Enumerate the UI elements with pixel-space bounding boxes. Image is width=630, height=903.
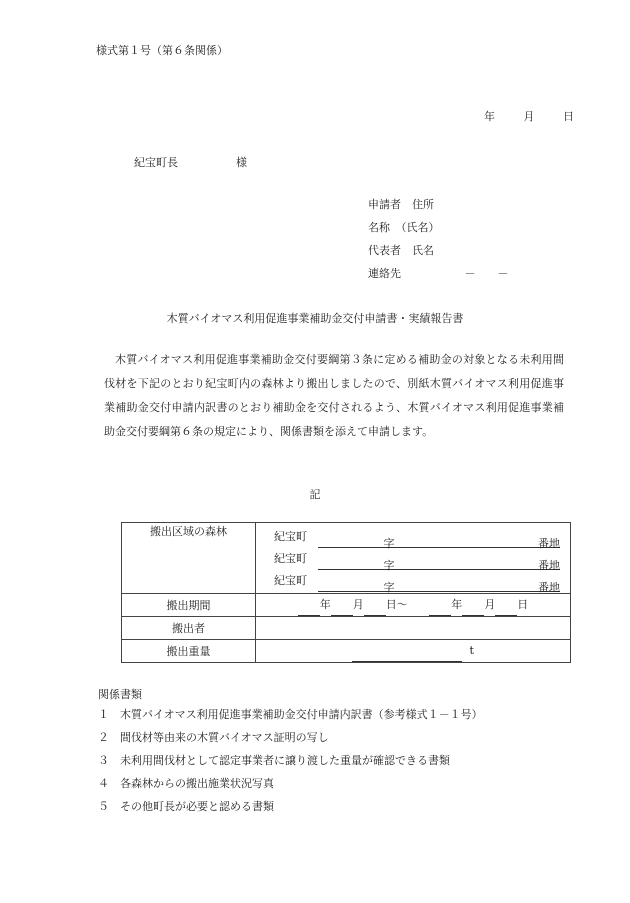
weight-label: 搬出重量 [122,640,256,663]
list-item [98,731,483,754]
location-banchi[interactable]: 番地 [460,555,560,570]
applicant-contact-row[interactable] [368,265,509,281]
date-line [484,108,574,124]
location-line[interactable] [256,526,570,548]
list-item [98,777,483,800]
related-docs-heading: 関係書類 [98,688,142,701]
list-item [98,708,483,731]
applicant-address-label: 申請者 住所 [368,198,434,211]
list-item [98,754,483,777]
ki-heading: 記 [309,488,321,501]
list-item-text: 各森林からの搬出施業状況写真 [120,777,274,790]
forest-row [122,523,571,594]
start-month-blank[interactable] [331,601,353,616]
start-year-label: 年 [319,598,331,611]
list-item [98,800,483,823]
forest-locations-cell [256,523,571,594]
applicant-contact-label: 連絡先 [368,267,401,280]
list-item-number: １ [98,708,109,721]
end-year-label: 年 [451,598,463,611]
list-item-number: ５ [98,800,109,813]
addressee-honorific: 様 [236,156,247,169]
location-town: 紀宝町 [274,530,307,543]
list-item-text: その他町長が必要と認める書類 [120,800,274,813]
addressee [134,154,247,170]
location-town: 紀宝町 [274,552,307,565]
location-line[interactable] [256,548,570,570]
list-item-text: 間伐材等由来の木質バイオマス証明の写し [120,731,329,744]
date-month-field[interactable]: 月 [523,110,535,123]
report-table [121,522,571,663]
location-banchi[interactable]: 番地 [460,533,560,548]
start-day-blank[interactable] [364,601,386,616]
weight-field[interactable] [256,640,570,662]
location-town: 紀宝町 [274,574,307,587]
applicant-address-row[interactable] [368,196,434,212]
forest-label: 搬出区域の森林 [122,523,256,594]
related-docs-list [98,708,483,823]
location-aza[interactable]: 字 [318,555,460,570]
end-year-blank[interactable] [429,601,451,616]
form-number: 様式第１号（第６条関係） [96,44,228,57]
end-month-blank[interactable] [462,601,484,616]
location-line[interactable] [256,570,570,592]
period-fields[interactable] [256,594,570,616]
body-paragraph: 木質バイオマス利用促進事業補助金交付要綱第３条に定める補助金の対象となる未利用間伐材を下記のとおり紀宝町内の森林より搬出しましたので、別紙木質バイオマス利用促進事業補助金交付申請内訳書のとおり補助金を交付されるよう、木質バイオマス利用促進事業補助金交付要綱第６条の規定により、関係書類を添えて申請します。 [104,353,564,438]
carrier-row [122,617,571,640]
period-row [122,594,571,617]
start-month-label: 月 [352,598,364,611]
list-item-number: ３ [98,754,109,767]
end-day-label: 日 [517,598,529,611]
period-cell[interactable] [256,594,571,617]
list-item-text: 木質バイオマス利用促進事業補助金交付申請内訳書（参考様式１－１号） [120,708,483,721]
weight-unit: t [469,644,474,657]
location-aza[interactable]: 字 [318,577,460,592]
list-item-number: ４ [98,777,109,790]
period-label: 搬出期間 [122,594,256,617]
weight-blank[interactable] [352,647,462,662]
date-day-field[interactable]: 日 [563,110,574,123]
list-item-text: 未利用間伐材として認定事業者に譲り渡した重量が確認できる書類 [120,754,450,767]
applicant-representative-row[interactable] [368,242,434,258]
weight-cell[interactable] [256,640,571,663]
end-day-blank[interactable] [495,601,517,616]
weight-row [122,640,571,663]
carrier-value[interactable] [256,617,571,640]
applicant-representative-label: 代表者 氏名 [368,244,434,257]
date-year-field[interactable]: 年 [484,110,495,123]
list-item-number: ２ [98,731,109,744]
location-banchi[interactable]: 番地 [460,577,560,592]
addressee-name: 紀宝町長 [134,156,178,169]
end-month-label: 月 [484,598,496,611]
location-aza[interactable]: 字 [318,533,460,548]
carrier-label: 搬出者 [122,617,256,640]
document-title: 木質バイオマス利用促進事業補助金交付申請書・実績報告書 [166,312,464,325]
applicant-contact-value[interactable]: － － [464,267,509,280]
start-year-blank[interactable] [298,601,320,616]
applicant-name-label: 名称 （氏名） [368,221,440,234]
start-day-label: 日～ [385,598,408,611]
applicant-name-row[interactable] [368,219,440,235]
